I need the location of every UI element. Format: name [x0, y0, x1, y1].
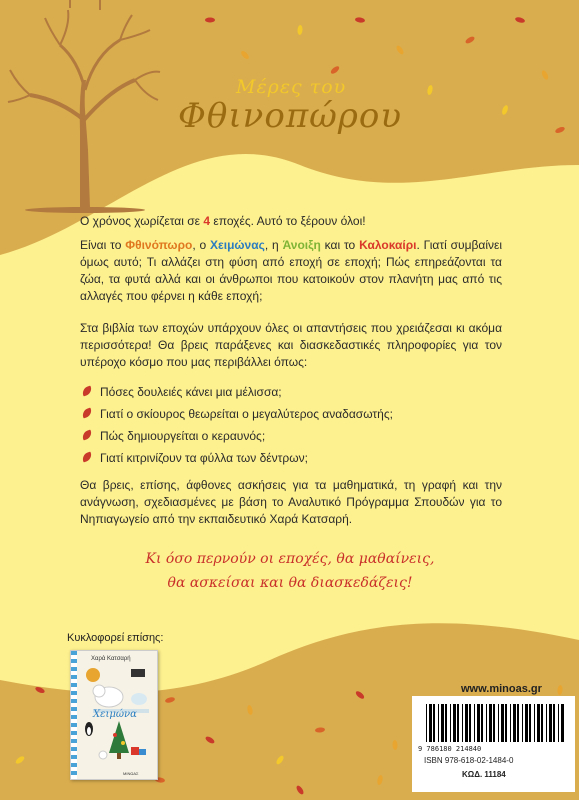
barcode-bar: [474, 704, 475, 742]
barcode-bar: [481, 704, 483, 742]
barcode-icon: [412, 696, 575, 756]
barcode-bar: [510, 704, 511, 742]
thumbnail-title: Χειμώνα: [93, 709, 137, 720]
falling-leaf: [515, 16, 526, 24]
falling-leaf: [355, 690, 366, 700]
barcode-bar: [426, 704, 427, 742]
barcode-bar: [486, 704, 487, 742]
isbn-text: ISBN 978-618-02-1484-0: [424, 756, 514, 765]
list-item-text: Πώς δημιουργείται ο κεραυνός;: [100, 429, 266, 443]
thumbnail-author: Χαρά Κατσαρή: [91, 656, 131, 662]
falling-leaf: [501, 104, 509, 115]
falling-leaf: [297, 25, 303, 35]
intro-paragraph: [80, 213, 502, 230]
falling-leaf: [554, 126, 565, 135]
seasons-pre: Είναι το: [80, 238, 126, 252]
barcode-bar: [469, 704, 471, 742]
falling-leaf: [427, 85, 434, 96]
barcode-bar: [465, 704, 468, 742]
falling-leaf: [165, 696, 176, 703]
season-spring: Άνοιξη: [282, 238, 321, 252]
barcode-digits: 9 786180 214840: [418, 745, 482, 753]
questions-list: [80, 384, 510, 472]
tree-icon: [8, 0, 160, 213]
barcode-bar: [433, 704, 435, 742]
thumbnail-stripe: [71, 651, 77, 779]
falling-leaf: [295, 784, 305, 795]
intro-text: Ο χρόνος χωρίζεται σε: [80, 214, 204, 228]
seasons-sep2: , η: [264, 238, 283, 252]
barcode-bar: [541, 704, 543, 742]
list-item: [80, 406, 510, 428]
seasons-post: . Γιατί συμβαίνει όμως αυτό; Τι αλλάζει στη φύση από εποχή σε εποχή; Πώς επηρεάζονται τα ζώα, τα φυτά αλλά και οι άνθρωποι που κατοικούν στον πλανήτη μας από τις αλλαγές που φέρνει η κάθε εποχή;: [80, 238, 503, 303]
barcode-bar: [558, 704, 559, 742]
season-winter: Χειμώνας: [210, 238, 265, 252]
leaf-bullet-icon: [81, 430, 93, 441]
falling-leaf: [15, 755, 26, 765]
falling-leaf: [240, 50, 250, 61]
list-item: [80, 384, 510, 406]
list-item-text: Πόσες δουλειές κάνει μια μέλισσα;: [100, 385, 282, 399]
barcode-bar: [517, 704, 519, 742]
barcode-bar: [522, 704, 523, 742]
leaf-bullet-icon: [81, 386, 93, 397]
seasons-sep3: και το: [320, 238, 360, 252]
barcode-bar: [429, 704, 432, 742]
barcode-bar: [534, 704, 535, 742]
barcode-bar: [462, 704, 463, 742]
barcode-bar: [505, 704, 507, 742]
seasons-sep1: , ο: [192, 238, 211, 252]
falling-leaf: [204, 735, 215, 745]
barcode-bar: [513, 704, 516, 742]
falling-leaf: [395, 44, 405, 55]
barcode-bar: [477, 704, 480, 742]
falling-leaf: [392, 740, 398, 750]
exercises-paragraph: Θα βρεις, επίσης, άφθονες ασκήσεις για τα μαθηματικά, τη γραφή και την ανάγνωση, σχεδιασμένες με βάση το Αναλυτικό Πρόγραμμα Σπουδών για το Νηπιαγωγείο από την εκπαιδευτικό Χαρά Κατσαρή.: [80, 478, 502, 526]
barcode-bar: [561, 704, 564, 742]
books-paragraph: Στα βιβλία των εποχών υπάρχουν όλες οι απαντήσεις που χρειάζεσαι κι ακόμα περισσότερα! Θα βρεις παράξενες και διασκεδαστικές πληροφορίες για τον υπέροχο κόσμο που μας περιβάλλει όπως:: [80, 321, 502, 369]
slogan-line-1: Κι όσο περνούν οι εποχές, θα μαθαίνεις,: [145, 551, 435, 567]
falling-leaf: [376, 775, 383, 786]
barcode-bar: [445, 704, 447, 742]
also-available-label: Κυκλοφορεί επίσης:: [67, 632, 164, 644]
falling-leaf: [464, 35, 475, 44]
list-item-text: Γιατί ο σκίουρος θεωρείται ο μεγαλύτερος αναδασωτής;: [100, 407, 393, 421]
publisher-website: www.minoas.gr: [461, 683, 542, 695]
falling-leaf: [315, 727, 326, 733]
intro-text-end: εποχές. Αυτό το ξέρουν όλοι!: [210, 214, 366, 228]
leaf-bullet-icon: [81, 452, 93, 463]
barcode-bar: [501, 704, 504, 742]
barcode-bar: [493, 704, 495, 742]
barcode-bar: [453, 704, 456, 742]
list-item-text: Γιατί κιτρινίζουν τα φύλλα των δέντρων;: [100, 451, 308, 465]
falling-leaf: [541, 69, 550, 80]
falling-leaf: [557, 685, 563, 695]
title-line-2: Φθινοπώρου: [178, 96, 403, 136]
seasons-paragraph: [80, 237, 502, 305]
season-summer: Καλοκαίρι: [359, 238, 417, 252]
product-code: ΚΩΔ. 11184: [462, 770, 506, 779]
list-item: [80, 450, 510, 472]
list-item: [80, 428, 510, 450]
barcode-bar: [457, 704, 459, 742]
barcode-bar: [450, 704, 451, 742]
falling-leaf: [247, 705, 254, 716]
barcode-bar: [525, 704, 528, 742]
title-line-1: Μέρες του: [236, 76, 347, 98]
winter-book-thumbnail: [70, 650, 158, 780]
intro-number: 4: [203, 214, 211, 228]
leaf-bullet-icon: [81, 408, 93, 419]
barcode-bar: [441, 704, 444, 742]
barcode-bar: [553, 704, 555, 742]
barcode-bar: [529, 704, 531, 742]
barcode-bar: [438, 704, 439, 742]
season-autumn: Φθινόπωρο: [125, 238, 193, 252]
falling-leaf: [330, 65, 341, 75]
barcode-bar: [546, 704, 547, 742]
barcode-bar: [537, 704, 540, 742]
barcode-bar: [549, 704, 552, 742]
falling-leaf: [355, 17, 366, 23]
barcode-bar: [489, 704, 492, 742]
thumbnail-publisher: ΜΙΝΩΑΣ: [123, 771, 139, 776]
slogan-line-2: θα ασκείσαι και θα διασκεδάζεις!: [167, 575, 413, 591]
falling-leaf: [205, 18, 215, 23]
falling-leaf: [275, 754, 285, 765]
barcode-bar: [498, 704, 499, 742]
